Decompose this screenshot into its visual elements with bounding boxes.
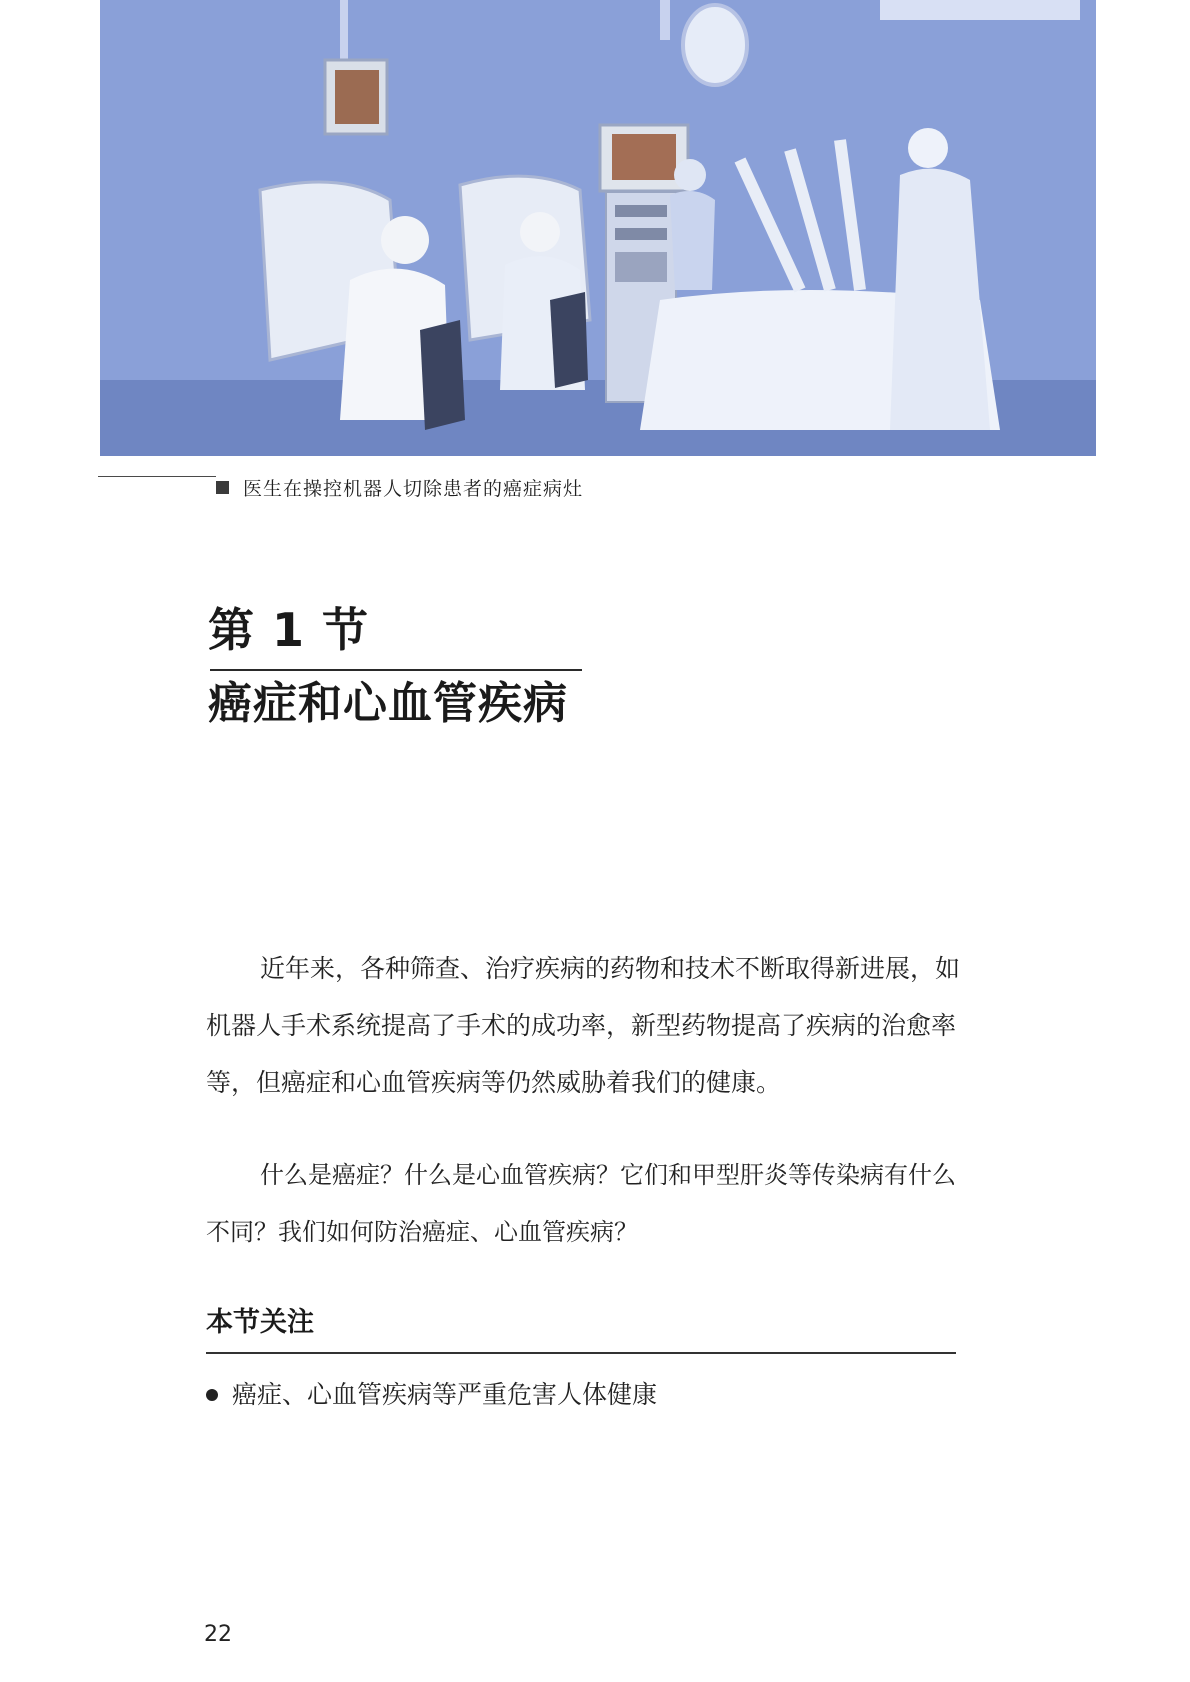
robotic-surgery-illustration xyxy=(100,0,1096,456)
focus-list-item xyxy=(206,1375,657,1415)
operating-room-photo xyxy=(100,0,1096,456)
body-paragraph: 近年来，各种筛查、治疗疾病的药物和技术不断取得新进展，如机器人手术系统提高了手术的成功率，新型药物提高了疾病的治愈率等，但癌症和心血管疾病等仍然威胁着我们的健康。 xyxy=(206,954,961,1097)
page-number: 22 xyxy=(204,1622,232,1647)
caption-rule xyxy=(98,476,216,477)
section-number: 第 1 节 xyxy=(208,603,370,657)
body-paragraph-questions: 什么是癌症？什么是心血管疾病？它们和甲型肝炎等传染病有什么不同？我们如何防治癌症、心血管疾病？ xyxy=(206,1161,956,1246)
focus-heading: 本节关注 xyxy=(206,1307,314,1338)
focus-rule xyxy=(206,1352,956,1354)
section-title: 癌症和心血管疾病 xyxy=(208,678,568,729)
figure-caption: 医生在操控机器人切除患者的癌症病灶 xyxy=(243,478,584,500)
caption-marker-square xyxy=(216,481,229,494)
section-title-rule xyxy=(210,669,582,671)
focus-list-item-text: 癌症、心血管疾病等严重危害人体健康 xyxy=(232,1380,658,1409)
bullet-icon xyxy=(206,1389,218,1401)
